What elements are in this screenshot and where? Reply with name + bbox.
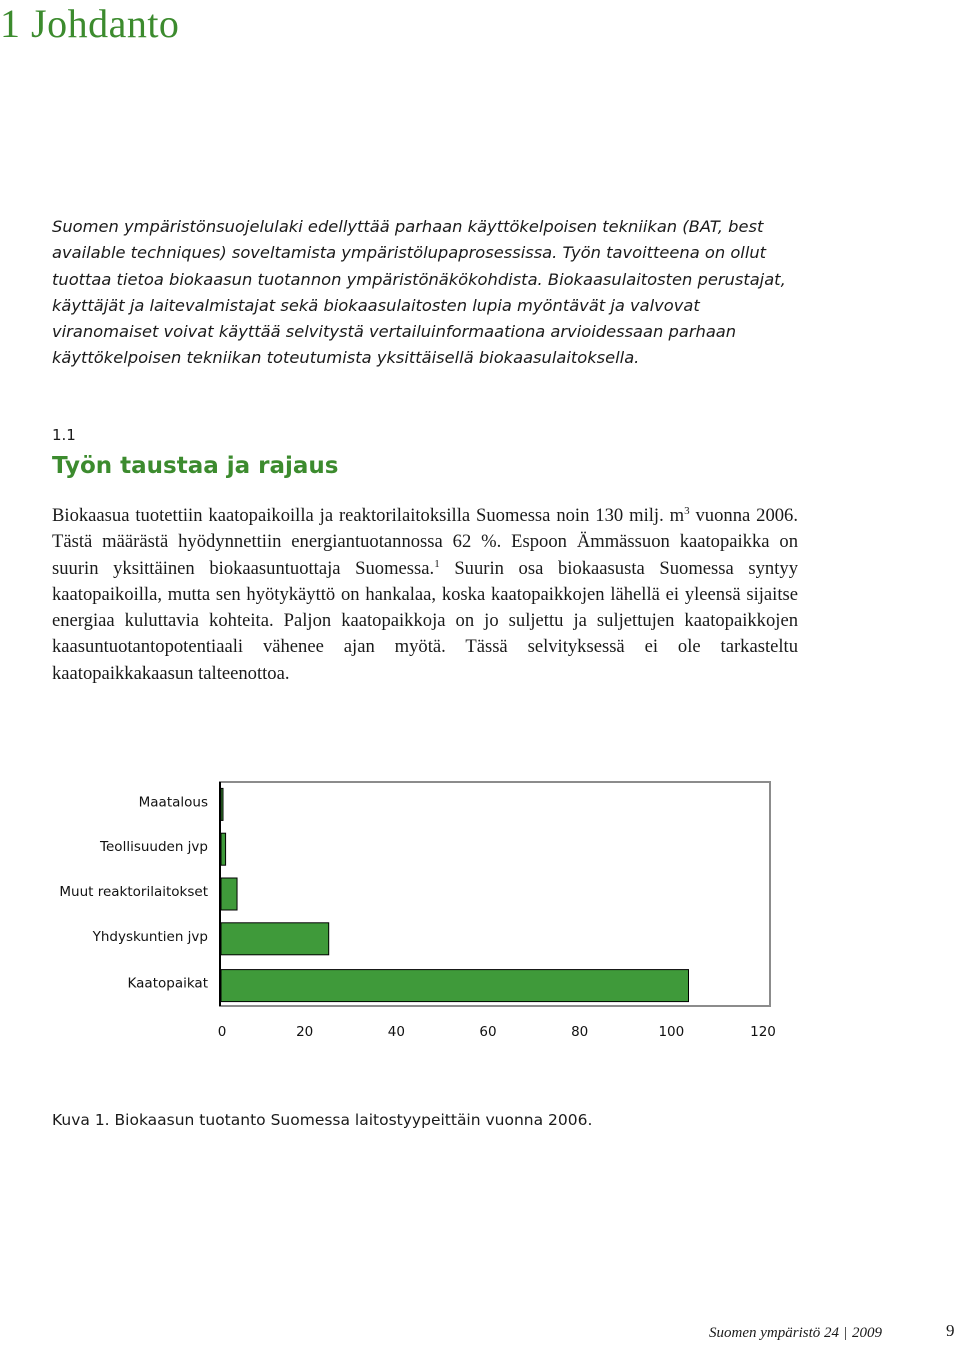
footer-year: 2009 — [852, 1325, 883, 1341]
chart-category-labels — [59, 794, 208, 991]
body-text-part1: Biokaasua tuotettiin kaatopaikoilla ja reaktorilaitoksilla Suomessa noin 130 milj. m — [52, 505, 685, 526]
footer-series: Suomen ympäristö — [709, 1325, 821, 1341]
category-label: Kaatopaikat — [127, 975, 208, 992]
category-label: Yhdyskuntien jvp — [92, 928, 208, 945]
body-paragraph — [52, 503, 798, 687]
superscript: 3 — [684, 504, 690, 517]
bar-2 — [221, 878, 237, 910]
x-tick-label: 60 — [479, 1024, 497, 1040]
footer-separator: | — [844, 1325, 848, 1341]
body-text-part2: vuonna 2006. Tästä määrästä hyödynnettiin energiantuotannossa 62 %. Espoon Ämmässuon kaatopaikka on suurin yksittäinen biokaasuntuottaja Suomessa. — [52, 505, 798, 579]
footnote-ref: 1 — [434, 557, 440, 570]
bar-chart — [0, 770, 960, 1060]
chart-bars — [221, 788, 689, 1001]
section-number: 1.1 — [52, 426, 76, 444]
x-tick-label: 120 — [750, 1024, 776, 1040]
page-number: 9 — [946, 1321, 955, 1340]
bar-3 — [221, 923, 329, 955]
footer-issue: 24 — [824, 1325, 839, 1341]
page-footer — [709, 1325, 882, 1342]
x-tick-label: 100 — [658, 1024, 685, 1040]
chart-tick-labels — [218, 1024, 776, 1040]
category-label: Muut reaktorilaitokset — [59, 884, 208, 900]
category-label: Teollisuuden jvp — [100, 839, 208, 856]
bar-0 — [221, 788, 223, 820]
x-tick-label: 0 — [217, 1024, 227, 1040]
figure-caption: Kuva 1. Biokaasun tuotanto Suomessa laitostyypeittäin vuonna 2006. — [52, 1111, 593, 1129]
x-tick-label: 20 — [296, 1024, 314, 1040]
body-text-part3: Suurin osa biokaasusta Suomessa syntyy kaatopaikoilla, mutta sen hyötykäyttö on hankalaa, koska kaatopaikkojen lähellä ei yleensä sijaitse energiaa kuluttavia kohteita. Paljon kaatopaikkoja on jo suljettu ja suljettujen kaatopaikkojen kaasuntuotantopotentiaali vähenee ajan myötä. Tässä selvityksessä ei ole tarkasteltu kaatopaikkakaasun talteenottoa. — [52, 557, 798, 684]
section-title: Työn taustaa ja rajaus — [52, 453, 339, 479]
chapter-title: 1 Johdanto — [0, 1, 180, 46]
intro-text: Suomen ympäristönsuojelulaki edellyttää parhaan käyttökelpoisen tekniikan (BAT, best available techniques) soveltamista ympäristölupaprosessissa. Työn tavoitteena on ollut tuottaa tietoa biokaasun tuotannon ympäristönäkökohdista. Biokaasulaitosten perustajat, käyttäjät ja laitevalmistajat sekä biokaasulaitosten lupia myöntävät ja valvovat viranomaiset voivat käyttää selvitystä vertailuinformaationa arvioidessaan parhaan käyttökelpoisen tekniikan toteutumista yksittäisellä biokaasulaitoksella. — [52, 217, 786, 368]
x-tick-label: 80 — [571, 1024, 589, 1040]
bar-4 — [221, 970, 689, 1002]
x-tick-label: 40 — [387, 1024, 405, 1040]
category-label: Maatalous — [138, 794, 208, 811]
bar-1 — [221, 833, 226, 865]
intro-paragraph — [52, 214, 792, 372]
